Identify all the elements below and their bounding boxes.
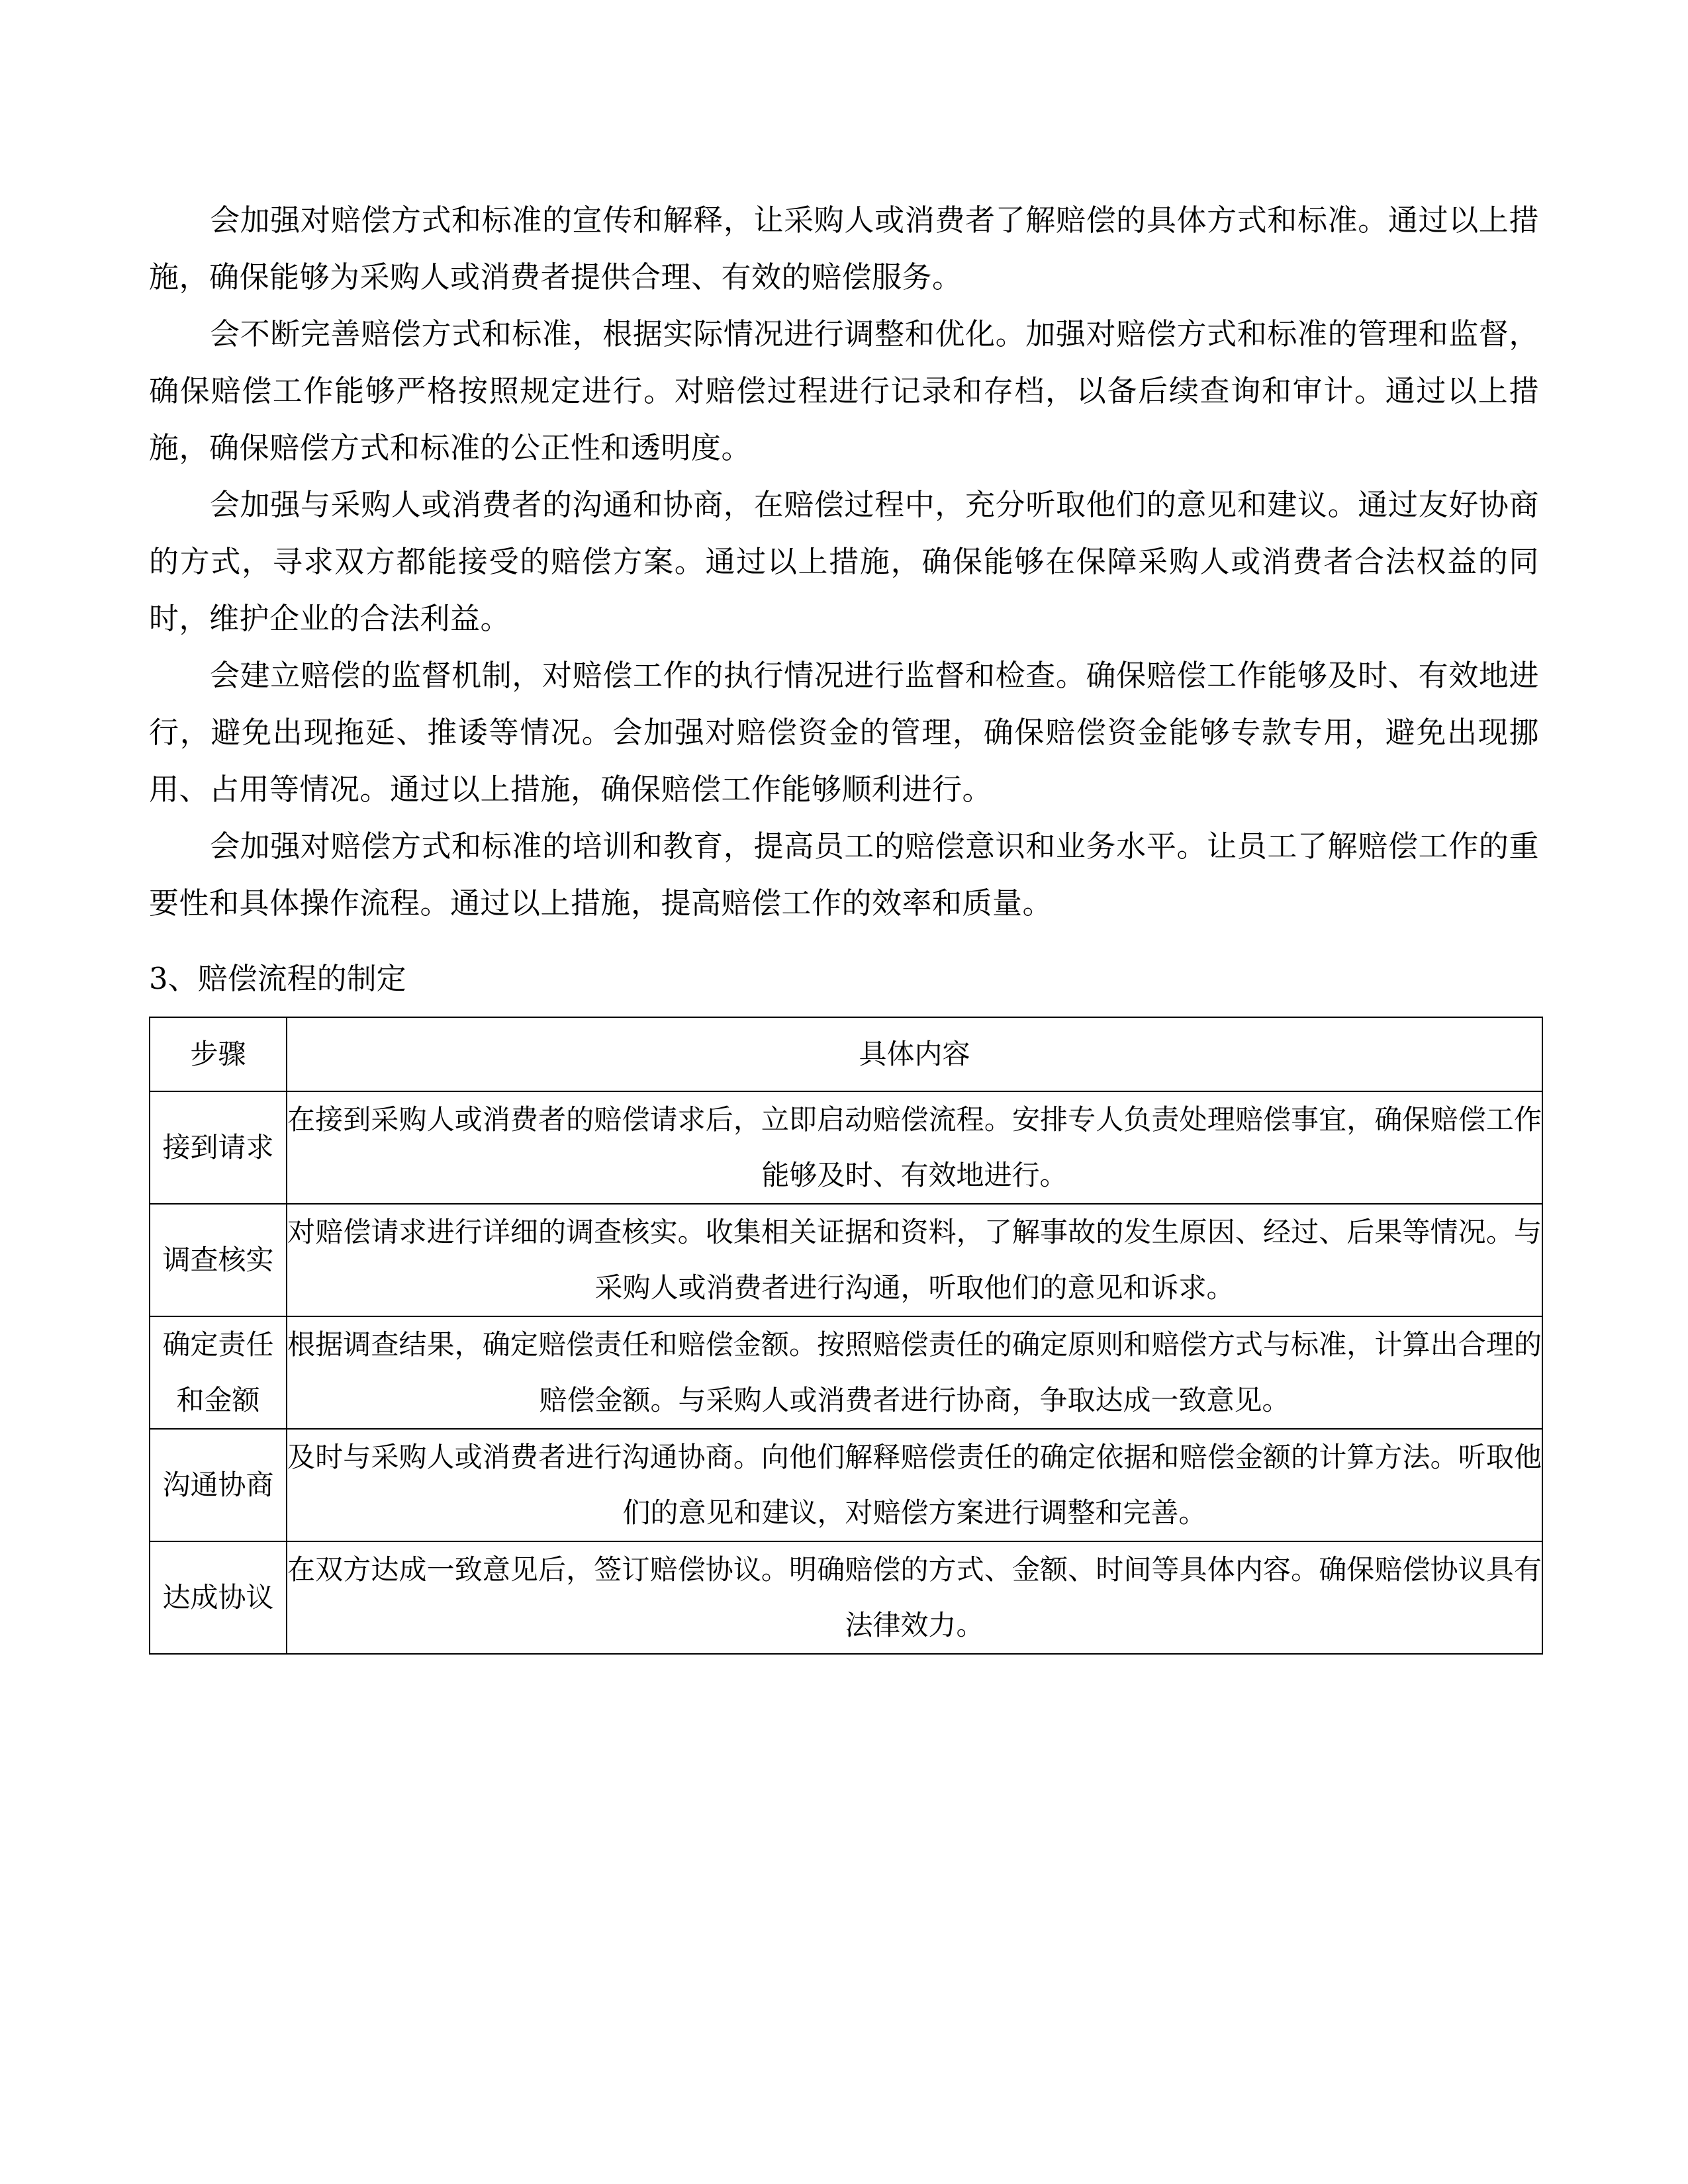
table-cell-content-text: 在双方达成一致意见后，签订赔偿协议。明确赔偿的方式、金额、时间等具体内容。确保赔偿协议具有法律效力。 [287,1553,1542,1641]
table-cell-step: 达成协议 [150,1541,287,1654]
table-cell-content [287,1429,1542,1541]
paragraph-4: 会建立赔偿的监督机制，对赔偿工作的执行情况进行监督和检查。确保赔偿工作能够及时、有效地进行，避免出现拖延、推诿等情况。会加强对赔偿资金的管理，确保赔偿资金能够专款专用，避免出现挪用、占用等情况。通过以上措施，确保赔偿工作能够顺利进行。 [149,658,1539,807]
table-cell-step: 调查核实 [150,1204,287,1316]
table-cell-step: 沟通协商 [150,1429,287,1541]
table-header-content: 具体内容 [287,1017,1542,1091]
table-cell-content [287,1541,1542,1654]
table-header-step: 步骤 [150,1017,287,1091]
paragraph-2: 会不断完善赔偿方式和标准，根据实际情况进行调整和优化。加强对赔偿方式和标准的管理和监督，确保赔偿工作能够严格按照规定进行。对赔偿过程进行记录和存档，以备后续查询和审计。通过以上措施，确保赔偿方式和标准的公正性和透明度。 [149,316,1539,465]
table-row [150,1541,1542,1654]
body-text-block [149,192,1539,932]
paragraph-5: 会加强对赔偿方式和标准的培训和教育，提高员工的赔偿意识和业务水平。让员工了解赔偿工作的重要性和具体操作流程。通过以上措施，提高赔偿工作的效率和质量。 [149,829,1539,921]
table-row [150,1316,1542,1429]
table-row [150,1429,1542,1541]
table-header-row [150,1017,1542,1091]
table-row [150,1091,1542,1204]
table-cell-content [287,1316,1542,1429]
table-cell-content-text: 对赔偿请求进行详细的调查核实。收集相关证据和资料，了解事故的发生原因、经过、后果等情况。与采购人或消费者进行沟通，听取他们的意见和诉求。 [287,1216,1542,1304]
section-heading: 3、赔偿流程的制定 [149,961,406,996]
compensation-process-table [149,1017,1543,1655]
table-row [150,1204,1542,1316]
table-cell-step: 确定责任和金额 [150,1316,287,1429]
table-cell-step: 接到请求 [150,1091,287,1204]
table-cell-content-text: 根据调查结果，确定赔偿责任和赔偿金额。按照赔偿责任的确定原则和赔偿方式与标准，计算出合理的赔偿金额。与采购人或消费者进行协商，争取达成一致意见。 [287,1328,1542,1416]
table-cell-content-text: 及时与采购人或消费者进行沟通协商。向他们解释赔偿责任的确定依据和赔偿金额的计算方法。听取他们的意见和建议，对赔偿方案进行调整和完善。 [287,1441,1542,1529]
table-cell-content [287,1091,1542,1204]
table-cell-content [287,1204,1542,1316]
paragraph-3: 会加强与采购人或消费者的沟通和协商，在赔偿过程中，充分听取他们的意见和建议。通过友好协商的方式，寻求双方都能接受的赔偿方案。通过以上措施，确保能够在保障采购人或消费者合法权益的同时，维护企业的合法利益。 [149,487,1539,636]
table-cell-content-text: 在接到采购人或消费者的赔偿请求后，立即启动赔偿流程。安排专人负责处理赔偿事宜，确保赔偿工作能够及时、有效地进行。 [287,1103,1542,1191]
paragraph-1: 会加强对赔偿方式和标准的宣传和解释，让采购人或消费者了解赔偿的具体方式和标准。通过以上措施，确保能够为采购人或消费者提供合理、有效的赔偿服务。 [149,203,1539,295]
